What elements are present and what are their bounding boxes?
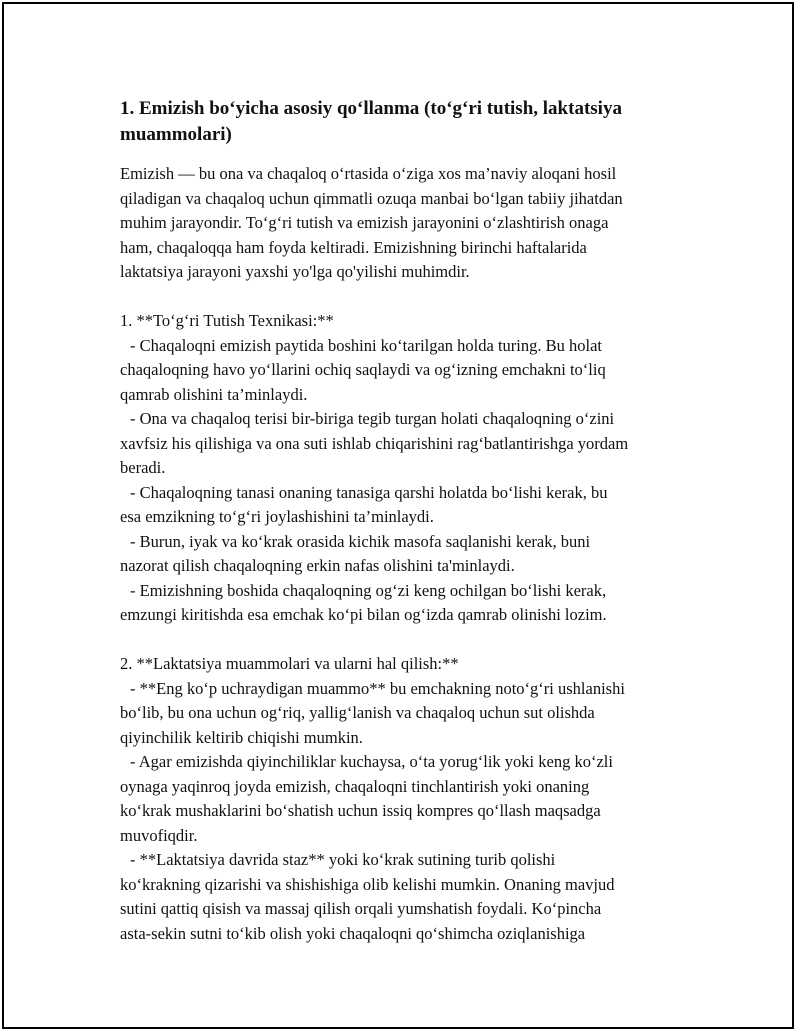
list-item-line: - Chaqaloqning tanasi onaning tanasiga qarshi holatda bo‘lishi kerak, bu (130, 482, 608, 502)
list-item-line: muvofiqdir. (120, 825, 198, 845)
list-item-line: - **Laktatsiya davrida staz** yoki ko‘krak sutining turib qolishi (130, 850, 556, 869)
list-item-line: ko‘krakning qizarishi va shishishiga olib kelishi mumkin. Onaning mavjud (120, 874, 615, 894)
intro-line: ham, chaqaloqqa ham foyda keltiradi. Emizishning birinchi haftalarida (120, 237, 587, 257)
list-item-line: - Emizishning boshida chaqaloqning og‘zi keng ochilgan bo‘lishi kerak, (130, 580, 607, 600)
intro-line: laktatsiya jarayoni yaxshi yo'lga qo'yilishi muhimdir. (120, 262, 470, 281)
list-item-line: xavfsiz his qilishiga va ona suti ishlab chiqarishini rag‘batlantirishga yordam (120, 433, 629, 453)
section-heading: 1. **To‘g‘ri Tutish Texnikasi:** (120, 311, 334, 330)
list-item-line: emzungi kiritishda esa emchak ko‘pi bilan og‘izda qamrab olinishi lozim. (120, 605, 607, 624)
section-heading: 2. **Laktatsiya muammolari va ularni hal qilish:** (120, 654, 459, 673)
list-item-line: oynaga yaqinroq joyda emizish, chaqaloqni tinchlantirish yoki onaning (120, 776, 590, 796)
intro-line: qiladigan va chaqaloq uchun qimmatli ozuqa manbai bo‘lgan tabiiy jihatdan (120, 188, 623, 208)
list-item-line: - **Eng ko‘p uchraydigan muammo** bu emchakning noto‘g‘ri ushlanishi (130, 678, 625, 698)
list-item-line: - Agar emizishda qiyinchiliklar kuchaysa, o‘ta yorug‘lik yoki keng ko‘zli (130, 752, 613, 771)
intro-line: Emizish — bu ona va chaqaloq o‘rtasida o‘ziga xos ma’naviy aloqani hosil (120, 164, 617, 183)
list-item-line: nazorat qilish chaqaloqning erkin nafas olishini ta'minlaydi. (120, 556, 515, 575)
list-item-line: - Burun, iyak va ko‘krak orasida kichik masofa saqlanishi kerak, buni (130, 531, 591, 551)
document-content (120, 96, 688, 946)
list-item-line: - Chaqaloqni emizish paytida boshini ko‘tarilgan holda turing. Bu holat (130, 335, 602, 355)
list-item-line: ko‘krak mushaklarini bo‘shatish uchun issiq kompres qo‘llash maqsadga (120, 801, 601, 820)
intro-line: muhim jarayondir. To‘g‘ri tutish va emizish jarayonini o‘zlashtirish onaga (120, 213, 609, 232)
section-latch-technique (120, 309, 688, 628)
list-item-line: esa emzikning to‘g‘ri joylashishini ta’minlaydi. (120, 507, 434, 526)
list-item-line: asta-sekin sutni to‘kib olish yoki chaqaloqni qo‘shimcha oziqlanishiga (120, 923, 586, 943)
list-item-line: beradi. (120, 458, 166, 477)
document-title: 1. Emizish bo‘yicha asosiy qo‘llanma (to‘g‘ri tutish, laktatsiya muammolari) (120, 98, 622, 145)
list-item-line: chaqaloqning havo yo‘llarini ochiq saqlaydi va og‘izning emchakni to‘liq (120, 360, 606, 379)
list-item-line: bo‘lib, bu ona uchun og‘riq, yallig‘lanish va chaqaloq uchun sut olishda (120, 703, 595, 722)
document-page (2, 2, 794, 1029)
list-item-line: qiyinchilik keltirib chiqishi mumkin. (120, 727, 363, 747)
section-lactation-problems (120, 652, 688, 946)
list-item-line: sutini qattiq qisish va massaj qilish orqali yumshatish foydali. Ko‘pincha (120, 899, 602, 918)
intro-paragraph (120, 162, 688, 285)
list-item-line: qamrab olishini ta’minlaydi. (120, 384, 308, 404)
list-item-line: - Ona va chaqaloq terisi bir-biriga tegib turgan holati chaqaloqning o‘zini (130, 409, 615, 428)
